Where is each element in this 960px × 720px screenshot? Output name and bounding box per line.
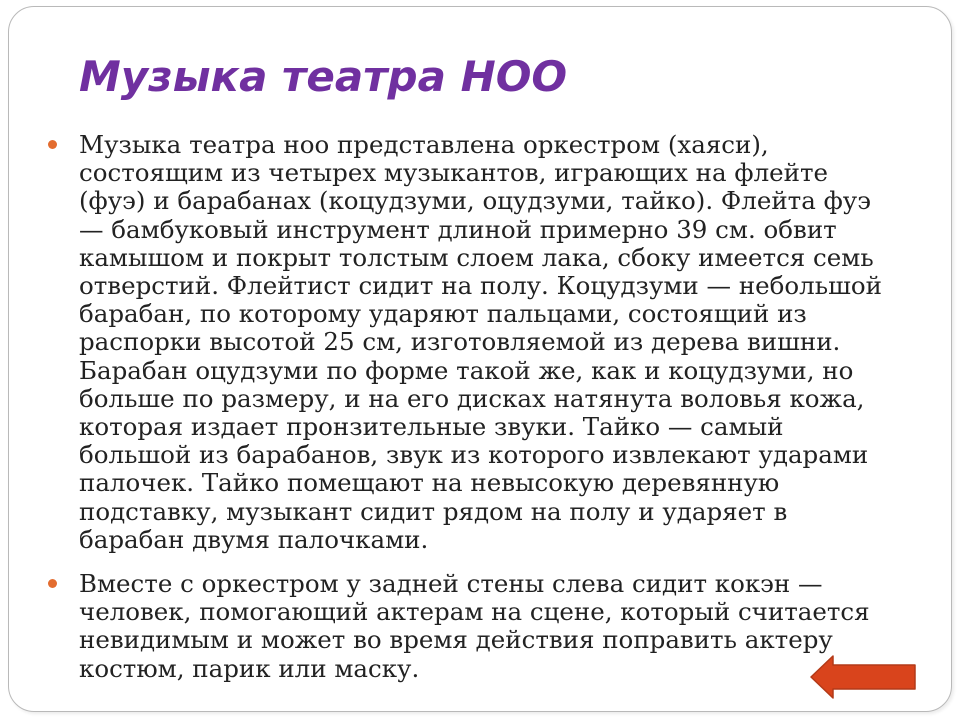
bullet-dot-icon <box>48 579 57 588</box>
bullet-dot-icon <box>48 140 57 149</box>
bullet-text: Музыка театра ноо представлена оркестром (хаяси), состоящим из четырех музыкантов, играющих на флейте (фуэ) и барабанах (коцудзуми, оцудзуми, тайко). Флейта фуэ — бамбуковый инструмент длиной примерно 39 см. обвит камышом и покрыт толстым слоем лака, сбоку имеется семь отверстий. Флейтист сидит на полу. Коцудзуми — небольшой барабан, по которому ударяют пальцами, состоящий из распорки высотой 25 см, изготовляемой из дерева вишни. Барабан оцудзуми по форме такой же, как и коцудзуми, но больше по размеру, и на его дисках натянута воловья кожа, которая издает пронзительные звуки. Тайко — самый большой из барабанов, звук из которого извлекают ударами палочек. Тайко помещают на невысокую деревянную подставку, музыкант сидит рядом на полу и ударяет в барабан двумя палочками. <box>79 130 882 554</box>
bullet-list <box>47 131 927 699</box>
slide-frame <box>8 6 952 712</box>
bullet-text: Вместе с оркестром у задней стены слева сидит кокэн — человек, помогающий актерам на сцене, который считается невидимым и может во время действия поправить актеру костюм, парик или маску. <box>79 569 870 683</box>
left-arrow-icon <box>809 654 917 700</box>
back-arrow-button[interactable] <box>809 654 917 700</box>
bullet-item-orchestra <box>47 131 927 554</box>
bullet-item-koken <box>47 570 927 683</box>
slide-title: Музыка театра НОО <box>79 52 568 101</box>
